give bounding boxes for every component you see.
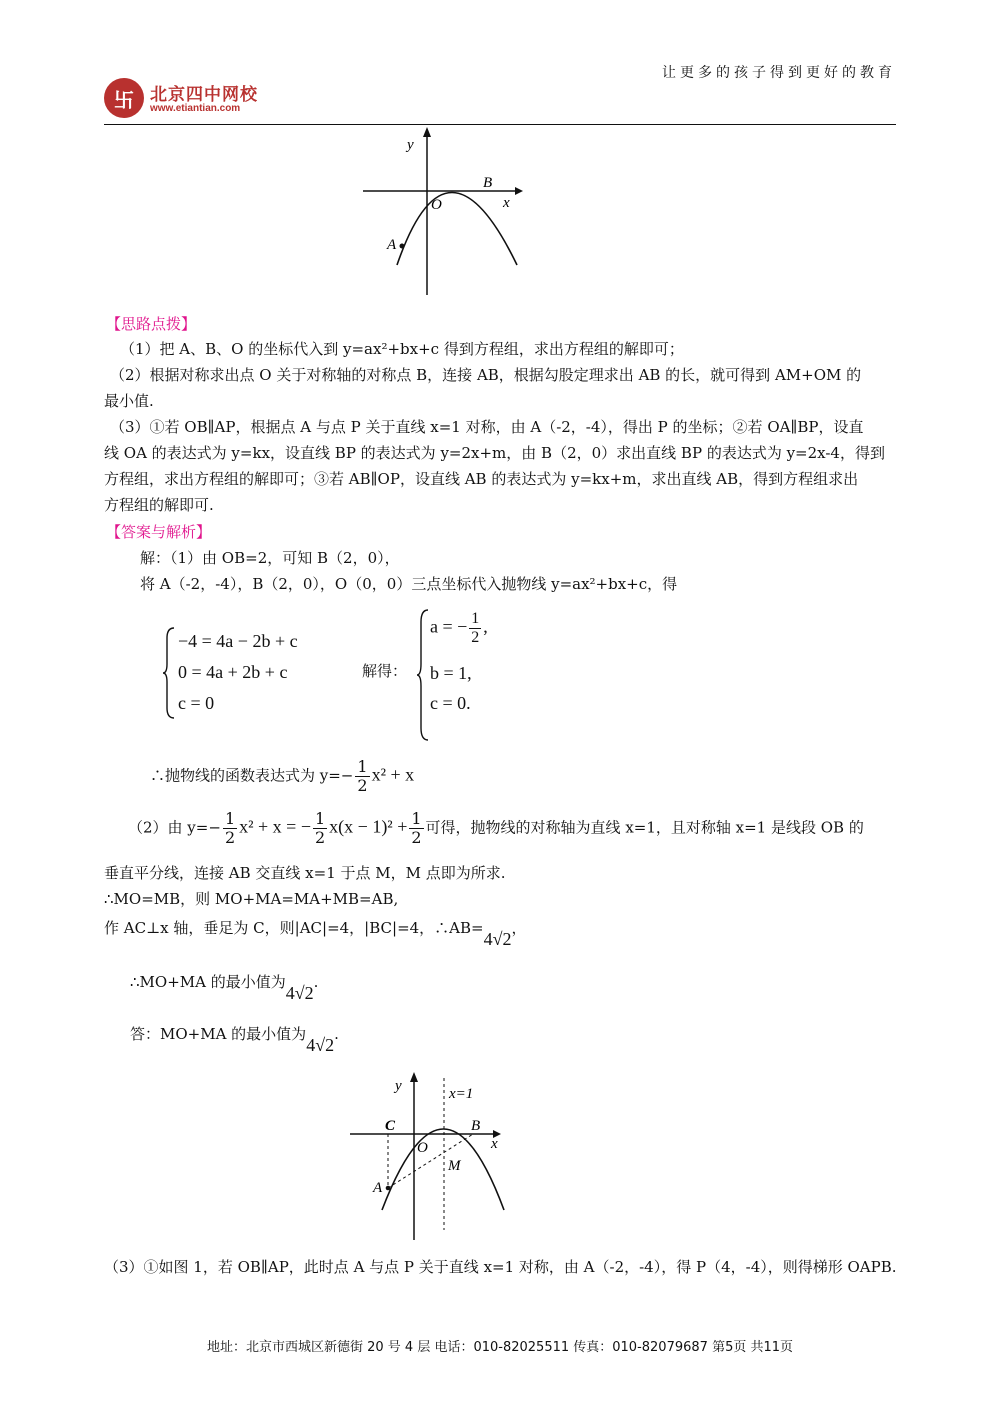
- y-axis-arrow-2: [410, 1072, 418, 1082]
- label-y: y: [407, 137, 414, 153]
- expr-pre: ∴抛物线的函数表达式为 y=−: [150, 766, 354, 785]
- hint-line-3d: 方程组的解即可.: [104, 496, 214, 514]
- x-axis-arrow: [515, 187, 523, 195]
- ans-value: 4√2: [306, 1035, 335, 1055]
- y-axis-arrow: [423, 127, 431, 137]
- logo-title: 北京四中网校: [150, 85, 258, 105]
- p2-f3-num: 1: [411, 809, 422, 828]
- equation-2: 0 = 4a + 2b + c: [178, 662, 288, 682]
- p2-d-text: 作 AC⊥x 轴，垂足为 C，则|AC|=4，|BC|=4，∴AB=: [104, 919, 484, 937]
- p2-f2-den: 2: [314, 828, 326, 847]
- solution-brace: [416, 608, 430, 742]
- p2-e-end: .: [313, 973, 319, 991]
- left-brace: [162, 626, 176, 720]
- label-a-2: A: [373, 1180, 383, 1196]
- p2-e-value: 4√2: [285, 983, 314, 1003]
- label-c: C: [385, 1118, 396, 1134]
- p2-f1-num: 1: [224, 809, 236, 828]
- solution-a: [430, 610, 488, 647]
- expr-post: x² + x: [371, 764, 415, 785]
- answer-step-2: 将 A（-2，-4），B（2，0），O（0，0）三点坐标代入抛物线 y=ax²+bx+c，得: [140, 575, 678, 593]
- answer-conclusion: [130, 1020, 339, 1055]
- logo-icon: 卐: [114, 87, 134, 112]
- parabola-figure-1: [355, 125, 535, 300]
- part2-line-4: [104, 914, 527, 949]
- label-o-2: O: [417, 1140, 428, 1156]
- page-footer: 地址：北京市西城区新德街 20 号 4 层 电话：010-82025511 传真：010-82079687 第5页 共11页: [206, 1340, 794, 1355]
- label-y-2: y: [395, 1078, 402, 1094]
- slogan: 让更多的孩子得到更好的教育: [662, 65, 896, 81]
- hint-line-2b: 最小值.: [104, 392, 154, 410]
- answer-step-1: 解：（1）由 OB=2，可知 B（2，0），: [140, 549, 400, 567]
- parabola-curve-2: [382, 1129, 504, 1210]
- expr-den: 2: [357, 776, 368, 795]
- hint-line-1: （1）把 A、B、O 的坐标代入到 y=ax²+bx+c 得到方程组，求出方程组的解即可；: [120, 340, 684, 358]
- logo-url: www.etiantian.com: [150, 103, 241, 114]
- hint-line-3c: 方程组，求出方程组的解即可；③若 AB∥OP，设直线 AB 的表达式为 y=kx+m，求出直线 AB，得到方程组求出: [104, 470, 859, 488]
- p2-e-text: ∴MO+MA 的最小值为: [130, 973, 286, 991]
- label-x-2: x: [491, 1136, 498, 1152]
- hint-tag: 【思路点拨】: [106, 315, 197, 333]
- solution-a-pre: a = −: [430, 616, 468, 637]
- part2-line-3: ∴MO=MB，则 MO+MA=MA+MB=AB,: [104, 890, 399, 908]
- ans-text: 答：MO+MA 的最小值为: [130, 1025, 307, 1043]
- p2-f2-num: 1: [314, 809, 326, 828]
- solution-b: b = 1,: [430, 663, 472, 683]
- part2-line-2: 垂直平分线，连接 AB 交直线 x=1 于点 M，M 点即为所求.: [104, 864, 506, 882]
- label-b-2: B: [471, 1118, 481, 1134]
- school-logo: [104, 78, 144, 118]
- label-o: O: [431, 197, 442, 213]
- equation-1: −4 = 4a − 2b + c: [178, 631, 298, 651]
- parabola-figure-2: [345, 1070, 510, 1245]
- p2-mid: x² + x = −: [239, 816, 311, 837]
- p2-pre: （2）由 y=−: [128, 818, 221, 837]
- equation-3: c = 0: [178, 693, 215, 713]
- function-expression: [150, 758, 414, 795]
- expr-num: 1: [357, 757, 368, 776]
- label-m: M: [448, 1158, 461, 1174]
- parabola-curve: [397, 193, 517, 266]
- p2-post: 可得，抛物线的对称轴为直线 x=1，且对称轴 x=1 是线段 OB 的: [425, 818, 864, 837]
- part3-line-1: （3）①如图 1，若 OB∥AP，此时点 A 与点 P 关于直线 x=1 对称，由 A（-2，-4），得 P（4，-4），则得梯形 OAPB.: [104, 1258, 897, 1276]
- ans-end: .: [334, 1025, 339, 1043]
- part2-line-1: [128, 810, 864, 847]
- p2-f3-den: 2: [411, 828, 422, 847]
- solution-a-den: 2: [471, 629, 480, 646]
- hint-line-3b: 线 OA 的表达式为 y=kx，设直线 BP 的表达式为 y=2x+m，由 B（2，0）求出直线 BP 的表达式为 y=2x-4，得到: [104, 444, 885, 462]
- part2-line-5: [130, 968, 319, 1003]
- hint-line-2a: （2）根据对称求出点 O 关于对称轴的对称点 B，连接 AB，根据勾股定理求出 AB 的长，就可得到 AM+OM 的: [110, 366, 862, 384]
- solve-label: 解得：: [362, 662, 408, 680]
- hint-line-3a: （3）①若 OB∥AP，根据点 A 与点 P 关于直线 x=1 对称，由 A（-2，-4），得出 P 的坐标；②若 OA∥BP，设直: [110, 418, 864, 436]
- answer-tag: 【答案与解析】: [106, 523, 212, 541]
- p2-d-value: 4√2: [483, 929, 512, 949]
- solution-a-num: 1: [471, 610, 480, 627]
- point-a: [400, 244, 405, 249]
- solution-c: c = 0.: [430, 693, 471, 713]
- p2-f1-den: 2: [224, 828, 236, 847]
- label-b: B: [483, 175, 493, 191]
- p2-d-end: ，: [511, 919, 527, 937]
- label-x1: x=1: [449, 1086, 474, 1102]
- p2-mid2: x(x − 1)² +: [329, 816, 408, 837]
- label-a: A: [387, 237, 397, 253]
- solution-a-post: ,: [483, 616, 488, 637]
- label-x: x: [503, 195, 510, 211]
- point-a-2: [386, 1186, 391, 1191]
